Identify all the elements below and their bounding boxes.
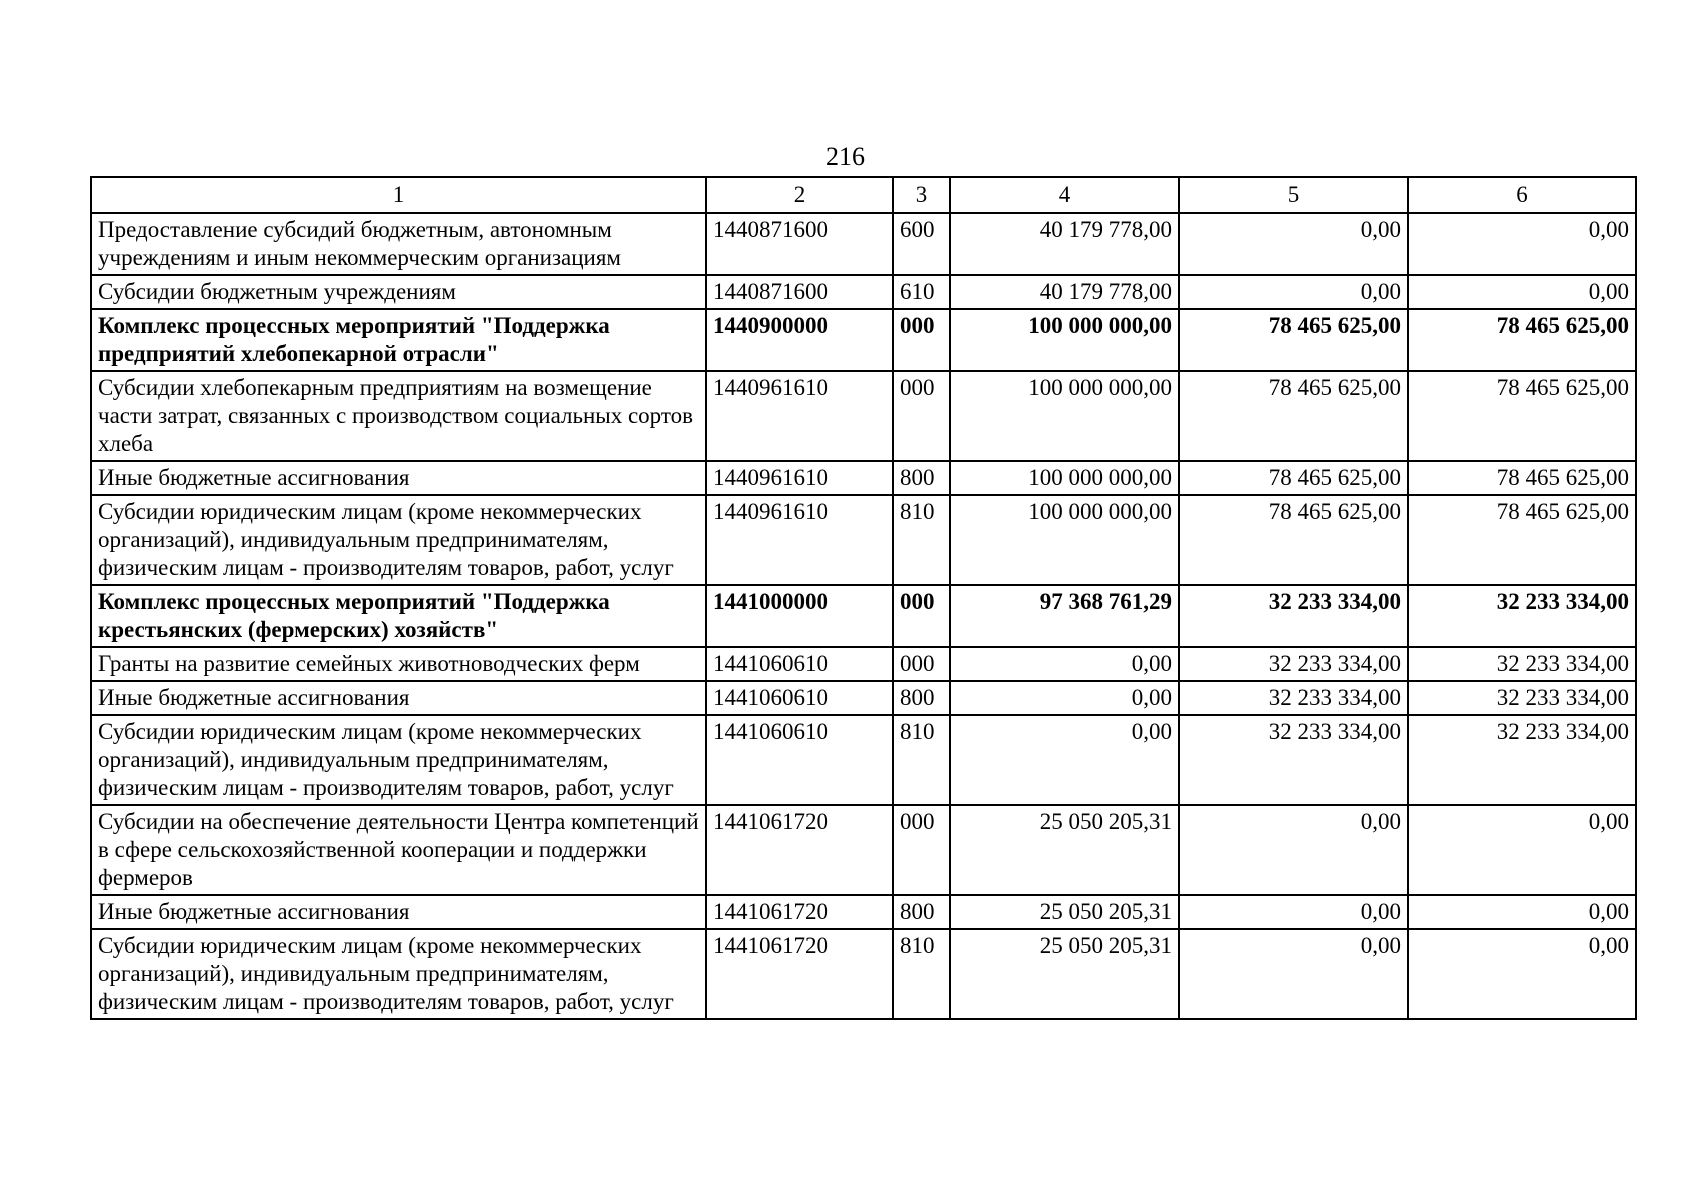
row-value-col5: 32 233 334,00 xyxy=(1179,715,1408,805)
page-number: 216 xyxy=(826,142,865,171)
row-value-col6: 32 233 334,00 xyxy=(1408,681,1636,715)
row-type-cell: 810 xyxy=(893,929,950,1019)
row-type-cell: 810 xyxy=(893,495,950,585)
row-name-cell: Гранты на развитие семейных животноводческих ферм xyxy=(91,647,706,681)
table-row xyxy=(91,461,1636,495)
row-code-cell: 1440961610 xyxy=(706,495,893,585)
row-value-col4: 0,00 xyxy=(950,647,1179,681)
row-value-col4: 100 000 000,00 xyxy=(950,371,1179,461)
row-name-cell: Субсидии юридическим лицам (кроме некоммерческих организаций), индивидуальным предпринимателям, физическим лицам - производителям товаров, работ, услуг xyxy=(91,929,706,1019)
row-value-col4: 25 050 205,31 xyxy=(950,805,1179,895)
table-row xyxy=(91,805,1636,895)
row-value-col6: 32 233 334,00 xyxy=(1408,647,1636,681)
row-value-col4: 25 050 205,31 xyxy=(950,895,1179,929)
table-header-row xyxy=(91,177,1636,213)
row-name-cell: Субсидии хлебопекарным предприятиям на возмещение части затрат, связанных с производством социальных сортов хлеба xyxy=(91,371,706,461)
row-name-cell: Предоставление субсидий бюджетным, автономным учреждениям и иным некоммерческим организациям xyxy=(91,213,706,275)
row-name-cell: Комплекс процессных мероприятий "Поддержка предприятий хлебопекарной отрасли" xyxy=(91,309,706,371)
row-value-col6: 0,00 xyxy=(1408,805,1636,895)
row-code-cell: 1440871600 xyxy=(706,275,893,309)
row-value-col6: 32 233 334,00 xyxy=(1408,715,1636,805)
table-row xyxy=(91,495,1636,585)
row-name-cell: Иные бюджетные ассигнования xyxy=(91,681,706,715)
column-header: 3 xyxy=(893,177,950,213)
row-type-cell: 000 xyxy=(893,647,950,681)
row-name-cell: Иные бюджетные ассигнования xyxy=(91,895,706,929)
row-type-cell: 000 xyxy=(893,585,950,647)
row-value-col6: 0,00 xyxy=(1408,895,1636,929)
row-name-cell: Субсидии юридическим лицам (кроме некоммерческих организаций), индивидуальным предпринимателям, физическим лицам - производителям товаров, работ, услуг xyxy=(91,715,706,805)
budget-table xyxy=(90,176,1637,1020)
row-value-col5: 78 465 625,00 xyxy=(1179,371,1408,461)
row-value-col4: 0,00 xyxy=(950,681,1179,715)
row-value-col4: 97 368 761,29 xyxy=(950,585,1179,647)
row-value-col5: 0,00 xyxy=(1179,805,1408,895)
row-value-col5: 0,00 xyxy=(1179,275,1408,309)
row-value-col5: 0,00 xyxy=(1179,895,1408,929)
row-code-cell: 1441060610 xyxy=(706,647,893,681)
row-value-col5: 32 233 334,00 xyxy=(1179,647,1408,681)
table-row xyxy=(91,681,1636,715)
row-value-col6: 0,00 xyxy=(1408,929,1636,1019)
row-value-col5: 32 233 334,00 xyxy=(1179,585,1408,647)
row-code-cell: 1440900000 xyxy=(706,309,893,371)
row-value-col6: 0,00 xyxy=(1408,213,1636,275)
row-value-col6: 78 465 625,00 xyxy=(1408,461,1636,495)
row-value-col5: 32 233 334,00 xyxy=(1179,681,1408,715)
row-type-cell: 000 xyxy=(893,309,950,371)
column-header: 4 xyxy=(950,177,1179,213)
row-code-cell: 1441061720 xyxy=(706,895,893,929)
row-type-cell: 810 xyxy=(893,715,950,805)
row-code-cell: 1441060610 xyxy=(706,715,893,805)
row-type-cell: 800 xyxy=(893,461,950,495)
row-type-cell: 610 xyxy=(893,275,950,309)
table-row xyxy=(91,929,1636,1019)
row-value-col5: 0,00 xyxy=(1179,929,1408,1019)
row-value-col6: 0,00 xyxy=(1408,275,1636,309)
table-row xyxy=(91,275,1636,309)
row-name-cell: Субсидии юридическим лицам (кроме некоммерческих организаций), индивидуальным предпринимателям, физическим лицам - производителям товаров, работ, услуг xyxy=(91,495,706,585)
row-code-cell: 1441061720 xyxy=(706,929,893,1019)
row-value-col5: 78 465 625,00 xyxy=(1179,495,1408,585)
row-value-col5: 0,00 xyxy=(1179,213,1408,275)
row-type-cell: 800 xyxy=(893,895,950,929)
row-value-col4: 100 000 000,00 xyxy=(950,309,1179,371)
row-name-cell: Субсидии на обеспечение деятельности Центра компетенций в сфере сельскохозяйственной кооперации и поддержки фермеров xyxy=(91,805,706,895)
column-header: 5 xyxy=(1179,177,1408,213)
row-value-col4: 40 179 778,00 xyxy=(950,275,1179,309)
table-row xyxy=(91,715,1636,805)
table-row xyxy=(91,585,1636,647)
table-row xyxy=(91,647,1636,681)
row-value-col4: 25 050 205,31 xyxy=(950,929,1179,1019)
row-value-col6: 32 233 334,00 xyxy=(1408,585,1636,647)
table-row xyxy=(91,213,1636,275)
row-value-col4: 0,00 xyxy=(950,715,1179,805)
row-value-col5: 78 465 625,00 xyxy=(1179,309,1408,371)
row-name-cell: Иные бюджетные ассигнования xyxy=(91,461,706,495)
row-type-cell: 000 xyxy=(893,805,950,895)
row-code-cell: 1441060610 xyxy=(706,681,893,715)
table-row xyxy=(91,309,1636,371)
row-name-cell: Субсидии бюджетным учреждениям xyxy=(91,275,706,309)
row-value-col4: 100 000 000,00 xyxy=(950,461,1179,495)
row-value-col6: 78 465 625,00 xyxy=(1408,495,1636,585)
row-code-cell: 1440961610 xyxy=(706,371,893,461)
row-type-cell: 000 xyxy=(893,371,950,461)
table-row xyxy=(91,895,1636,929)
row-value-col6: 78 465 625,00 xyxy=(1408,371,1636,461)
row-type-cell: 800 xyxy=(893,681,950,715)
row-type-cell: 600 xyxy=(893,213,950,275)
row-code-cell: 1440961610 xyxy=(706,461,893,495)
row-value-col5: 78 465 625,00 xyxy=(1179,461,1408,495)
row-value-col4: 40 179 778,00 xyxy=(950,213,1179,275)
row-value-col6: 78 465 625,00 xyxy=(1408,309,1636,371)
row-code-cell: 1441000000 xyxy=(706,585,893,647)
column-header: 6 xyxy=(1408,177,1636,213)
column-header: 2 xyxy=(706,177,893,213)
row-name-cell: Комплекс процессных мероприятий "Поддержка крестьянских (фермерских) хозяйств" xyxy=(91,585,706,647)
table-row xyxy=(91,371,1636,461)
row-code-cell: 1440871600 xyxy=(706,213,893,275)
row-code-cell: 1441061720 xyxy=(706,805,893,895)
column-header: 1 xyxy=(91,177,706,213)
row-value-col4: 100 000 000,00 xyxy=(950,495,1179,585)
